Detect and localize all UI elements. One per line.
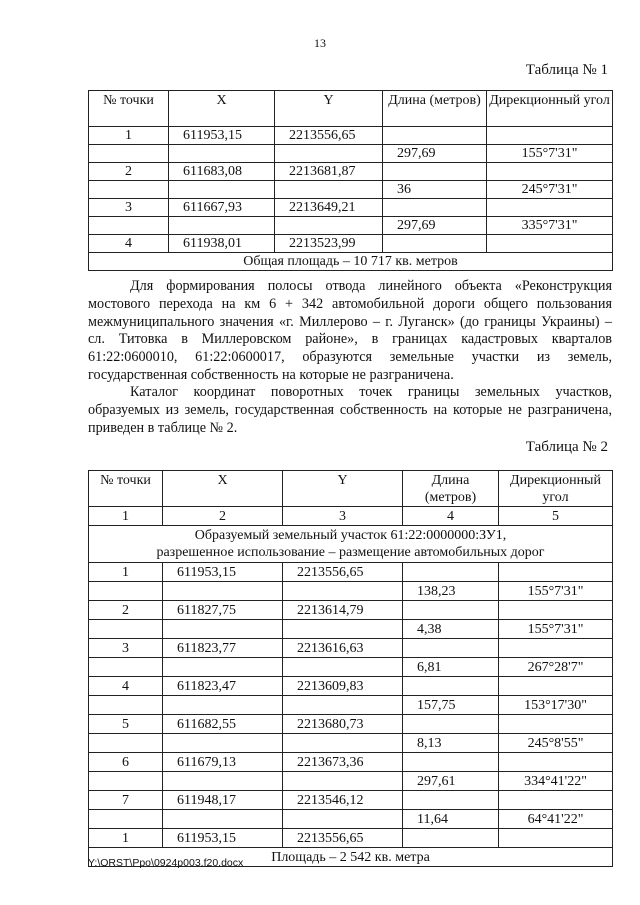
point-number-cell: 3 (89, 199, 169, 217)
point-number-cell: 3 (89, 639, 163, 658)
y-coord-cell: 2213616,63 (283, 639, 403, 658)
table2-group-row (89, 526, 613, 563)
y-coord-cell (275, 217, 383, 235)
col-number: 2 (163, 507, 283, 526)
table-row (89, 639, 613, 658)
table-row (89, 217, 613, 235)
x-coord-cell (169, 145, 275, 163)
col-header-point: № точки (89, 91, 169, 127)
x-coord-cell (163, 696, 283, 715)
y-coord-cell: 2213523,99 (275, 235, 383, 253)
angle-cell: 267°28'7" (499, 658, 613, 677)
x-coord-cell (163, 734, 283, 753)
angle-cell: 155°7'31" (499, 620, 613, 639)
table-row (89, 601, 613, 620)
angle-cell: 335°7'31" (487, 217, 613, 235)
table-row (89, 658, 613, 677)
point-number-cell (89, 734, 163, 753)
angle-cell: 334°41'22" (499, 772, 613, 791)
angle-cell (499, 715, 613, 734)
footer-file-path: Y:\ORST\Ppo\0924p003.f20.docx (88, 857, 244, 869)
table-row (89, 127, 613, 145)
length-cell: 11,64 (403, 810, 499, 829)
col-number: 4 (403, 507, 499, 526)
x-coord-cell: 611679,13 (163, 753, 283, 772)
y-coord-cell (275, 181, 383, 199)
table2-caption: Таблица № 2 (525, 439, 608, 455)
point-number-cell: 4 (89, 677, 163, 696)
table-row (89, 563, 613, 582)
x-coord-cell (163, 658, 283, 677)
x-coord-cell (163, 772, 283, 791)
col-header-x: X (169, 91, 275, 127)
table2-coordinates (88, 470, 613, 867)
angle-cell (499, 563, 613, 582)
length-cell: 138,23 (403, 582, 499, 601)
length-cell (403, 601, 499, 620)
y-coord-cell (283, 696, 403, 715)
y-coord-cell (275, 145, 383, 163)
y-coord-cell (283, 582, 403, 601)
col-number: 1 (89, 507, 163, 526)
angle-cell (487, 163, 613, 181)
angle-cell: 245°7'31" (487, 181, 613, 199)
length-cell (403, 791, 499, 810)
col-header-length: Длина (метров) (383, 91, 487, 127)
x-coord-cell: 611953,15 (169, 127, 275, 145)
angle-cell: 153°17'30" (499, 696, 613, 715)
y-coord-cell: 2213556,65 (275, 127, 383, 145)
angle-cell (487, 127, 613, 145)
table2-column-numbers-row (89, 507, 613, 526)
point-number-cell (89, 772, 163, 791)
table1-header-row (89, 91, 613, 127)
x-coord-cell: 611823,77 (163, 639, 283, 658)
length-cell (403, 563, 499, 582)
x-coord-cell: 611827,75 (163, 601, 283, 620)
table-row (89, 715, 613, 734)
table1-total: Общая площадь – 10 717 кв. метров (89, 253, 613, 271)
paragraph-1: Для формирования полосы отвода линейного объекта «Реконструкция мостового перехода на км 6 + 342 автомобильной дороги общего пользования межмуниципального значения «г. Миллерово – г. Луганск» (до границы Украины) – сл. Титовка в Миллеровском районе», в границах кадастровых кварталов 61:22:0600010, 61:22:0600017, образуются земельные участки из земель, государственная собственность на которые не разграничена. (88, 278, 612, 383)
angle-cell: 245°8'55" (499, 734, 613, 753)
col-header-length: Длина (метров) (403, 471, 499, 507)
x-coord-cell (163, 582, 283, 601)
length-cell: 6,81 (403, 658, 499, 677)
angle-cell (499, 601, 613, 620)
length-cell (403, 677, 499, 696)
length-cell: 297,69 (383, 145, 487, 163)
x-coord-cell: 611823,47 (163, 677, 283, 696)
table-row (89, 199, 613, 217)
table-row (89, 582, 613, 601)
point-number-cell (89, 582, 163, 601)
point-number-cell (89, 620, 163, 639)
y-coord-cell: 2213649,21 (275, 199, 383, 217)
table1-body (89, 127, 613, 253)
angle-cell (487, 235, 613, 253)
table1-caption: Таблица № 1 (525, 62, 608, 78)
point-number-cell: 1 (89, 829, 163, 848)
length-cell: 297,61 (403, 772, 499, 791)
table-row (89, 235, 613, 253)
point-number-cell (89, 145, 169, 163)
table-row (89, 163, 613, 181)
length-cell: 4,38 (403, 620, 499, 639)
y-coord-cell: 2213609,83 (283, 677, 403, 696)
length-cell (403, 829, 499, 848)
x-coord-cell: 611953,15 (163, 829, 283, 848)
paragraph-2: Каталог координат поворотных точек границы земельных участков, образуемых из земель, государственная собственность на которые не разграничена, приведен в таблице № 2. (88, 384, 612, 436)
angle-cell (487, 199, 613, 217)
y-coord-cell (283, 772, 403, 791)
length-cell (403, 715, 499, 734)
paragraph-2-block (88, 384, 612, 437)
y-coord-cell: 2213673,36 (283, 753, 403, 772)
x-coord-cell: 611683,08 (169, 163, 275, 181)
angle-cell (499, 639, 613, 658)
length-cell (383, 235, 487, 253)
y-coord-cell: 2213614,79 (283, 601, 403, 620)
table-row (89, 620, 613, 639)
paragraph-1-block (88, 278, 612, 385)
table-row (89, 791, 613, 810)
table1-coordinates (88, 90, 613, 271)
col-header-point: № точки (89, 471, 163, 507)
point-number-cell: 4 (89, 235, 169, 253)
table-row (89, 145, 613, 163)
point-number-cell: 2 (89, 163, 169, 181)
group-title: Образуемый земельный участок 61:22:0000000:ЗУ1, (194, 528, 507, 543)
table-row (89, 677, 613, 696)
length-cell (403, 639, 499, 658)
point-number-cell (89, 181, 169, 199)
point-number-cell (89, 696, 163, 715)
y-coord-cell: 2213681,87 (275, 163, 383, 181)
table-row (89, 810, 613, 829)
table2-group-cell (89, 526, 613, 563)
point-number-cell: 1 (89, 563, 163, 582)
table2-body (89, 563, 613, 848)
length-cell: 36 (383, 181, 487, 199)
col-number: 5 (499, 507, 613, 526)
table1-total-row (89, 253, 613, 271)
group-subtitle: разрешенное использование – размещение автомобильных дорог (156, 545, 545, 560)
table2-total: Площадь – 2 542 кв. метра (89, 848, 613, 867)
point-number-cell: 6 (89, 753, 163, 772)
x-coord-cell: 611948,17 (163, 791, 283, 810)
y-coord-cell (283, 734, 403, 753)
col-header-y: Y (283, 471, 403, 507)
page-number: 13 (314, 36, 326, 50)
length-cell (383, 199, 487, 217)
table-row (89, 829, 613, 848)
x-coord-cell: 611938,01 (169, 235, 275, 253)
table-row (89, 696, 613, 715)
point-number-cell: 7 (89, 791, 163, 810)
table-row (89, 734, 613, 753)
y-coord-cell: 2213680,73 (283, 715, 403, 734)
y-coord-cell: 2213546,12 (283, 791, 403, 810)
point-number-cell (89, 810, 163, 829)
angle-cell (499, 791, 613, 810)
y-coord-cell (283, 620, 403, 639)
angle-cell (499, 753, 613, 772)
angle-cell: 155°7'31" (499, 582, 613, 601)
length-cell: 297,69 (383, 217, 487, 235)
table-row (89, 772, 613, 791)
length-cell (383, 127, 487, 145)
col-header-angle: Дирекционный угол (487, 91, 613, 127)
table-row (89, 753, 613, 772)
length-cell: 157,75 (403, 696, 499, 715)
point-number-cell: 5 (89, 715, 163, 734)
table2-header-row (89, 471, 613, 507)
x-coord-cell: 611667,93 (169, 199, 275, 217)
angle-cell (499, 677, 613, 696)
col-header-y: Y (275, 91, 383, 127)
x-coord-cell: 611682,55 (163, 715, 283, 734)
y-coord-cell (283, 810, 403, 829)
x-coord-cell (169, 181, 275, 199)
x-coord-cell (169, 217, 275, 235)
x-coord-cell: 611953,15 (163, 563, 283, 582)
angle-cell (499, 829, 613, 848)
x-coord-cell (163, 620, 283, 639)
point-number-cell (89, 658, 163, 677)
angle-cell: 64°41'22" (499, 810, 613, 829)
table-row (89, 181, 613, 199)
angle-cell: 155°7'31" (487, 145, 613, 163)
y-coord-cell: 2213556,65 (283, 563, 403, 582)
length-cell (383, 163, 487, 181)
point-number-cell: 1 (89, 127, 169, 145)
col-header-x: X (163, 471, 283, 507)
y-coord-cell (283, 658, 403, 677)
point-number-cell (89, 217, 169, 235)
col-number: 3 (283, 507, 403, 526)
length-cell: 8,13 (403, 734, 499, 753)
point-number-cell: 2 (89, 601, 163, 620)
y-coord-cell: 2213556,65 (283, 829, 403, 848)
col-header-angle: Дирекционный угол (499, 471, 613, 507)
length-cell (403, 753, 499, 772)
x-coord-cell (163, 810, 283, 829)
